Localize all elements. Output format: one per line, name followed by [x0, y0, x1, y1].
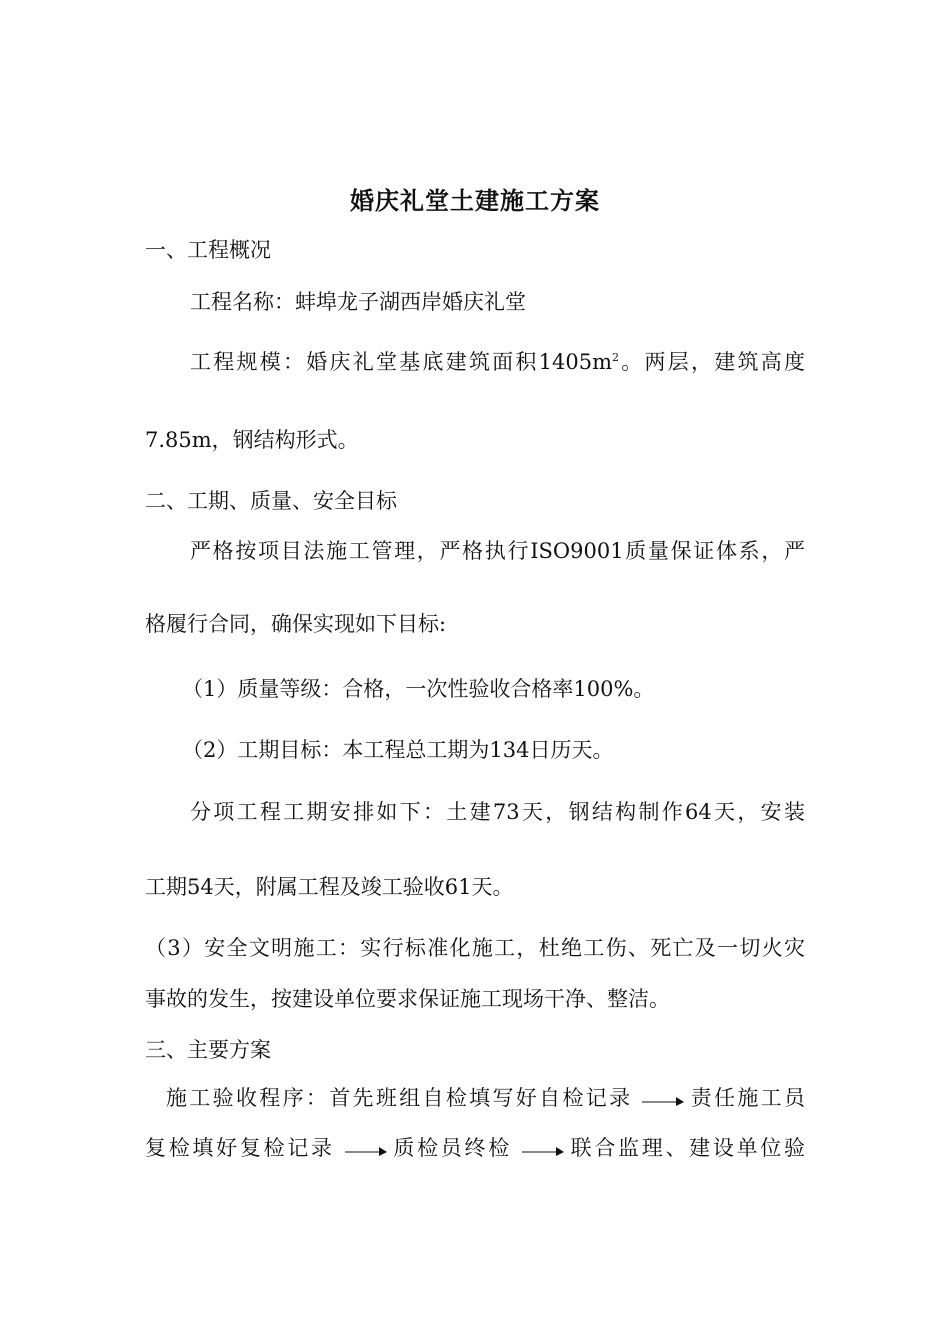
project-scale-line-cont: 7.85m，钢结构形式。 — [145, 428, 359, 452]
right-arrow-icon — [345, 1144, 387, 1156]
safety-goal-line-cont: 事故的发生，按建设单位要求保证施工现场干净、整洁。 — [145, 987, 670, 1011]
project-scale-text-a: 工程规模：婚庆礼堂基底建筑面积1405m — [190, 350, 613, 374]
procedure-text-a2: 责任施工员 — [688, 1086, 806, 1110]
schedule-breakdown-line: 分项工程工期安排如下：土建73天，钢结构制作64天，安装 — [190, 800, 805, 824]
right-arrow-icon — [642, 1094, 684, 1106]
procedure-text-b3: 联合监理、建设单位验 — [567, 1136, 806, 1160]
area-unit-superscript: 2 — [612, 351, 620, 364]
safety-goal-line: （3）安全文明施工：实行标准化施工，杜绝工伤、死亡及一切火灾 — [145, 936, 805, 960]
project-scale-line — [190, 348, 805, 376]
section-1-heading: 一、工程概况 — [145, 238, 271, 262]
procedure-text-b1: 复检填好复检记录 — [145, 1136, 335, 1160]
goals-intro-line: 严格按项目法施工管理，严格执行ISO9001质量保证体系，严 — [190, 539, 805, 563]
project-scale-text-b: 。两层，建筑高度 — [619, 350, 806, 374]
procedure-text-b2: 质检员终检 — [390, 1136, 512, 1160]
quality-goal-line: （1）质量等级：合格，一次性验收合格率100%。 — [182, 677, 655, 701]
schedule-breakdown-line-cont: 工期54天，附属工程及竣工验收61天。 — [145, 875, 514, 899]
section-2-heading: 二、工期、质量、安全目标 — [145, 489, 397, 513]
right-arrow-icon — [522, 1144, 564, 1156]
project-name-line: 工程名称：蚌埠龙子湖西岸婚庆礼堂 — [190, 290, 526, 314]
section-3-heading: 三、主要方案 — [145, 1038, 271, 1062]
goals-intro-line-cont: 格履行合同，确保实现如下目标: — [145, 612, 447, 636]
document-title: 婚庆礼堂土建施工方案 — [350, 186, 600, 215]
procedure-line — [166, 1084, 805, 1112]
procedure-line-cont — [145, 1134, 805, 1162]
procedure-text-a1: 施工验收程序：首先班组自检填写好自检记录 — [166, 1086, 633, 1110]
schedule-goal-line: （2）工期目标：本工程总工期为134日历天。 — [182, 738, 614, 762]
